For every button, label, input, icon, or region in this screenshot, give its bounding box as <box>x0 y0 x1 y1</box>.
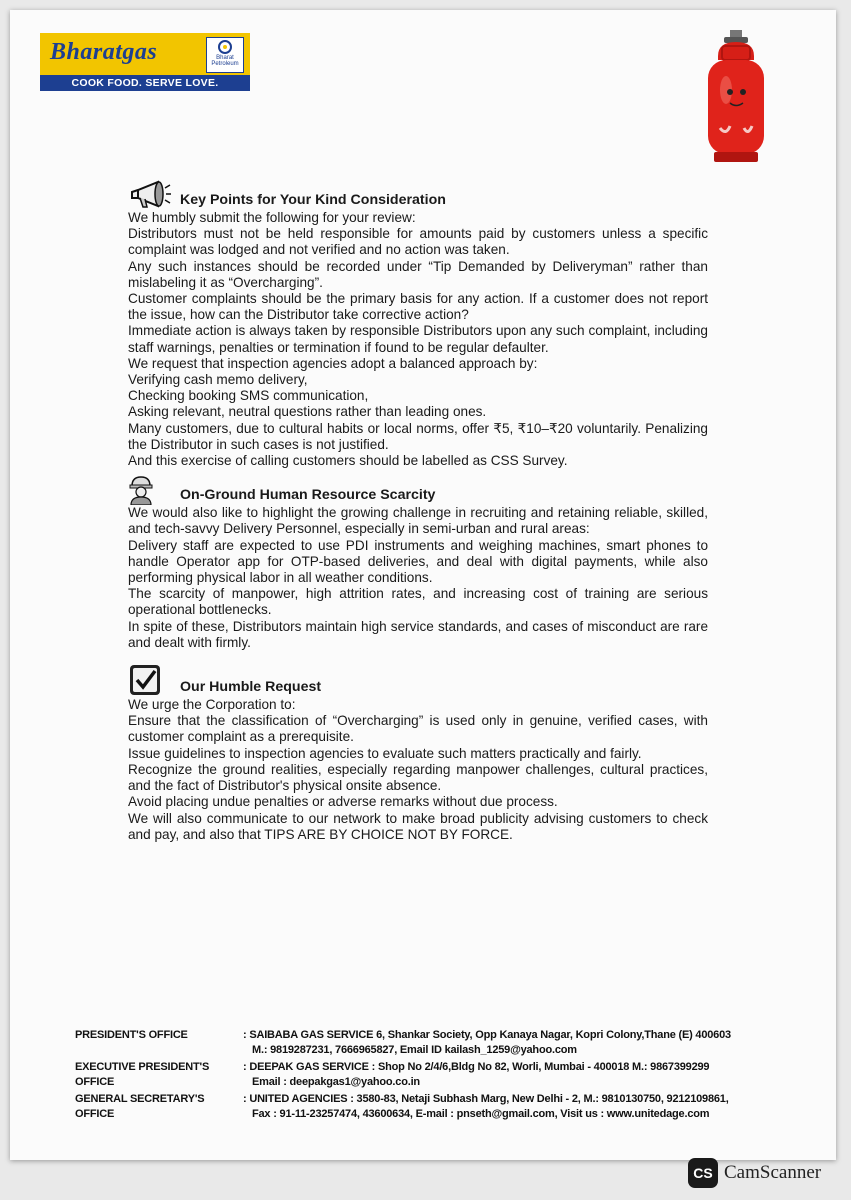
paragraph: And this exercise of calling customers should be labelled as CSS Survey. <box>128 453 568 469</box>
worker-icon <box>128 475 154 505</box>
paragraph: Checking booking SMS communication, <box>128 388 369 404</box>
letter-body <box>128 192 708 843</box>
footer-row-secretary <box>75 1092 755 1121</box>
gas-cylinder-icon <box>700 28 772 168</box>
paragraph: Verifying cash memo delivery, <box>128 372 308 388</box>
megaphone-icon <box>128 180 172 210</box>
bpcl-emblem-icon <box>218 40 232 54</box>
checkbox-icon <box>128 663 162 697</box>
paragraph: Many customers, due to cultural habits or local norms, offer ₹5, ₹10–₹20 voluntarily. Penalizing the Distributor in such cases is not justified. <box>128 420 708 452</box>
paragraph: The scarcity of manpower, high attrition rates, and increasing cost of training are serious operational bottlenecks. <box>128 586 708 618</box>
footer-line: : SAIBABA GAS SERVICE 6, Shankar Society, Opp Kanaya Nagar, Kopri Colony,Thane (E) 400603 <box>243 1029 731 1041</box>
camscanner-logo-icon: CS <box>688 1158 718 1188</box>
paragraph: Customer complaints should be the primary basis for any action. If a customer does not report the issue, how can the Distributor take corrective action? <box>128 291 708 323</box>
paragraph: Issue guidelines to inspection agencies to evaluate such matters practically and fairly. <box>128 745 642 761</box>
paragraph: In spite of these, Distributors maintain high service standards, and cases of misconduct are rare and dealt with firmly. <box>128 618 708 650</box>
section-intro: We urge the Corporation to: <box>128 697 296 713</box>
paragraph: Any such instances should be recorded under “Tip Demanded by Deliveryman” rather than mislabeling it as “Overcharging”. <box>128 258 708 290</box>
footer-line: Email : deepakgas1@yahoo.co.in <box>252 1075 420 1088</box>
paragraph: Distributors must not be held responsible for amounts paid by customers unless a specific complaint was lodged and not verified and no action was taken. <box>128 226 708 258</box>
paragraph: Recognize the ground realities, especially regarding manpower challenges, cultural practices, and the fact of Distributor's physical onsite absence. <box>128 761 708 794</box>
paragraph: We will also communicate to our network to make broad publicity advising customers to check and pay, and also that TIPS ARE BY CHOICE NOT BY FORCE. <box>128 810 708 842</box>
paragraph: Immediate action is always taken by responsible Distributors upon any such complaint, including staff warnings, penalties or termination if found to be regular defaulter. <box>128 323 708 355</box>
footer-line: Fax : 91-11-23257474, 43600634, E-mail : pnseth@gmail.com, Visit us : www.unitedage.com <box>252 1107 710 1120</box>
section-heading-hr-scarcity <box>128 487 708 503</box>
section-heading-humble-request <box>128 679 708 695</box>
footer-label: PRESIDENT'S OFFICE <box>75 1029 188 1041</box>
section-title: Our Humble Request <box>180 679 322 696</box>
office-footer <box>75 1028 755 1125</box>
section-heading-key-points <box>128 192 708 208</box>
logo-brand: Bharatgas <box>50 39 158 65</box>
bpcl-emblem <box>206 37 244 73</box>
camscanner-watermark <box>688 1156 821 1190</box>
footer-label: EXECUTIVE PRESIDENT'S OFFICE <box>75 1061 210 1088</box>
footer-label: GENERAL SECRETARY'S OFFICE <box>75 1093 205 1120</box>
footer-line: : UNITED AGENCIES : 3580-83, Netaji Subhash Marg, New Delhi - 2, M.: 9810130750, 9212109861, <box>243 1093 729 1106</box>
footer-row-executive <box>75 1060 755 1089</box>
paragraph: We would also like to highlight the growing challenge in recruiting and retaining reliable, skilled, and tech-savvy Delivery Personnel, especially in semi-urban and rural areas: <box>128 505 708 537</box>
camscanner-label: CamScanner <box>724 1162 822 1183</box>
paragraph: Asking relevant, neutral questions rather than leading ones. <box>128 404 487 420</box>
footer-row-president <box>75 1028 755 1057</box>
logo-tagline: COOK FOOD. SERVE LOVE. <box>40 75 250 91</box>
bpcl-label: Bharat Petroleum <box>211 55 239 67</box>
paragraph: Avoid placing undue penalties or adverse remarks without due process. <box>128 794 558 810</box>
section-title: On-Ground Human Resource Scarcity <box>180 487 436 504</box>
paragraph: Delivery staff are expected to use PDI instruments and weighing machines, smart phones to handle Operator app for OTP-based deliveries, and deal with digital payments, while also performing physical labor in all weather conditions. <box>128 537 708 586</box>
paragraph: Ensure that the classification of “Overcharging” is used only in genuine, verified cases, with customer complaint as a prerequisite. <box>128 713 708 745</box>
section-title: Key Points for Your Kind Consideration <box>180 192 446 208</box>
footer-line: : DEEPAK GAS SERVICE : Shop No 2/4/6,Bldg No 82, Worli, Mumbai - 400018 M.: 9867399299 <box>243 1061 710 1074</box>
footer-line: M.: 9819287231, 7666965827, Email ID kailash_1259@yahoo.com <box>252 1043 577 1056</box>
paragraph: We request that inspection agencies adopt a balanced approach by: <box>128 355 538 371</box>
section-intro: We humbly submit the following for your review: <box>128 210 416 225</box>
logo-banner <box>40 33 250 75</box>
bharatgas-logo <box>40 33 250 91</box>
